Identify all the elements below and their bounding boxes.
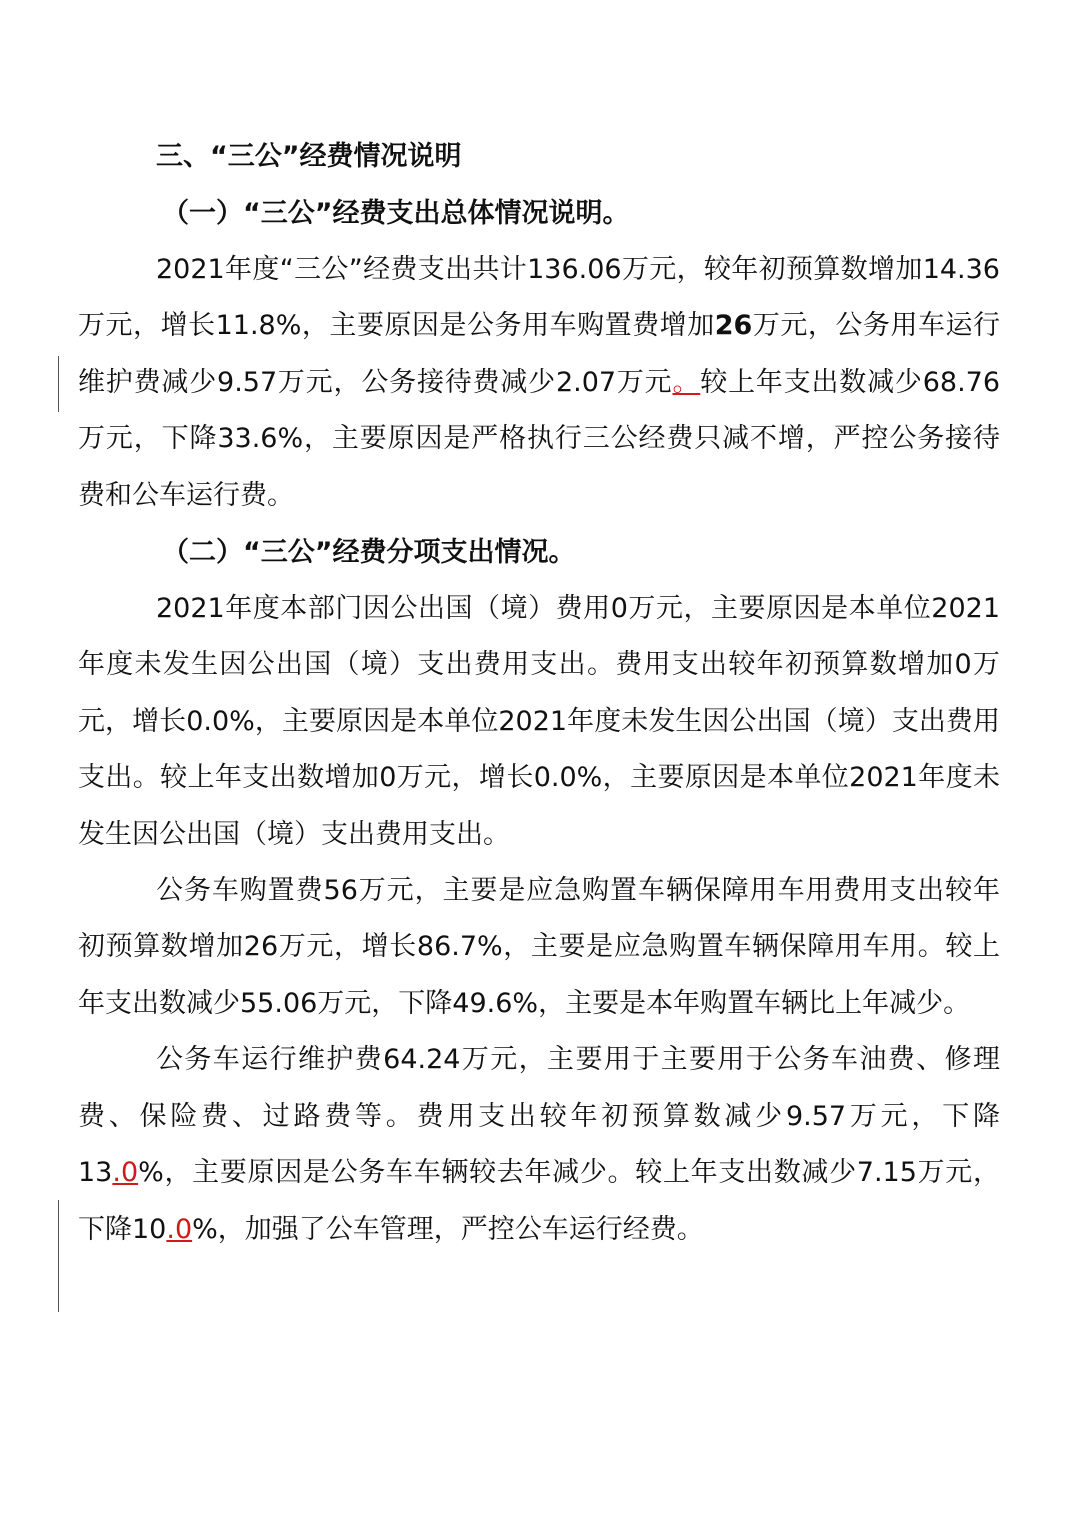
section-heading: 三、“三公”经费情况说明 (156, 141, 462, 172)
paragraph-vehicle-maintenance (78, 1032, 1000, 1258)
paragraph-vehicle-purchase: 公务车购置费56万元，主要是应急购置车辆保障用车用费用支出较年初预算数增加26万元，增长86.7%，主要是应急购置车辆保障用车用。较上年支出数减少55.06万元，下降49.6%，主要是本年购置车辆比上年减少。 (78, 875, 1000, 1019)
revision-mark: 。 (672, 366, 701, 398)
text-run: 公务车运行维护费64.24万元，主要用于主要用于公务车油费、修理费、保险费、过路费等。费用支出较年初预算数减少9.57万元，下降13 (78, 1044, 1000, 1189)
revision-change-bar (58, 1200, 59, 1312)
subsection-heading-itemized: （二）“三公”经费分项支出情况。 (162, 537, 576, 569)
revision-mark: .0 (112, 1157, 139, 1189)
text-run: %，加强了公车管理，严控公车运行经费。 (192, 1213, 704, 1245)
text-run: 较上年支出数减少68.76万元，下降33.6%，主要原因是严格执行三公经费只减不增，严控公务接待费和公车运行费。 (78, 366, 1001, 511)
document-body (78, 128, 1000, 1258)
bold-number: 26 (714, 310, 753, 342)
revision-mark: .0 (166, 1213, 193, 1245)
text-run: 万元，公务用车运行维护费减少9.57万元，公务接待费减少2.07万元 (78, 310, 1001, 398)
revision-change-bar (58, 356, 59, 412)
paragraph-overseas: 2021年度本部门因公出国（境）费用0万元，主要原因是本单位2021年度未发生因公出国（境）支出费用支出。费用支出较年初预算数增加0万元，增长0.0%，主要原因是本单位2021年度未发生因公出国（境）支出费用支出。较上年支出数增加0万元，增长0.0%，主要原因是本单位2021年度未发生因公出国（境）支出费用支出。 (78, 593, 1000, 850)
paragraph-overall (78, 242, 1000, 524)
subsection-heading-overall: （一）“三公”经费支出总体情况说明。 (162, 198, 630, 229)
text-run: 2021年度“三公”经费支出共计136.06万元，较年初预算数增加14.36万元，增长11.8%，主要原因是公务用车购置费增加 (78, 254, 1000, 342)
text-run: %，主要原因是公务车车辆较去年减少。较上年支出数减少7.15万元，下降10 (78, 1157, 1000, 1245)
